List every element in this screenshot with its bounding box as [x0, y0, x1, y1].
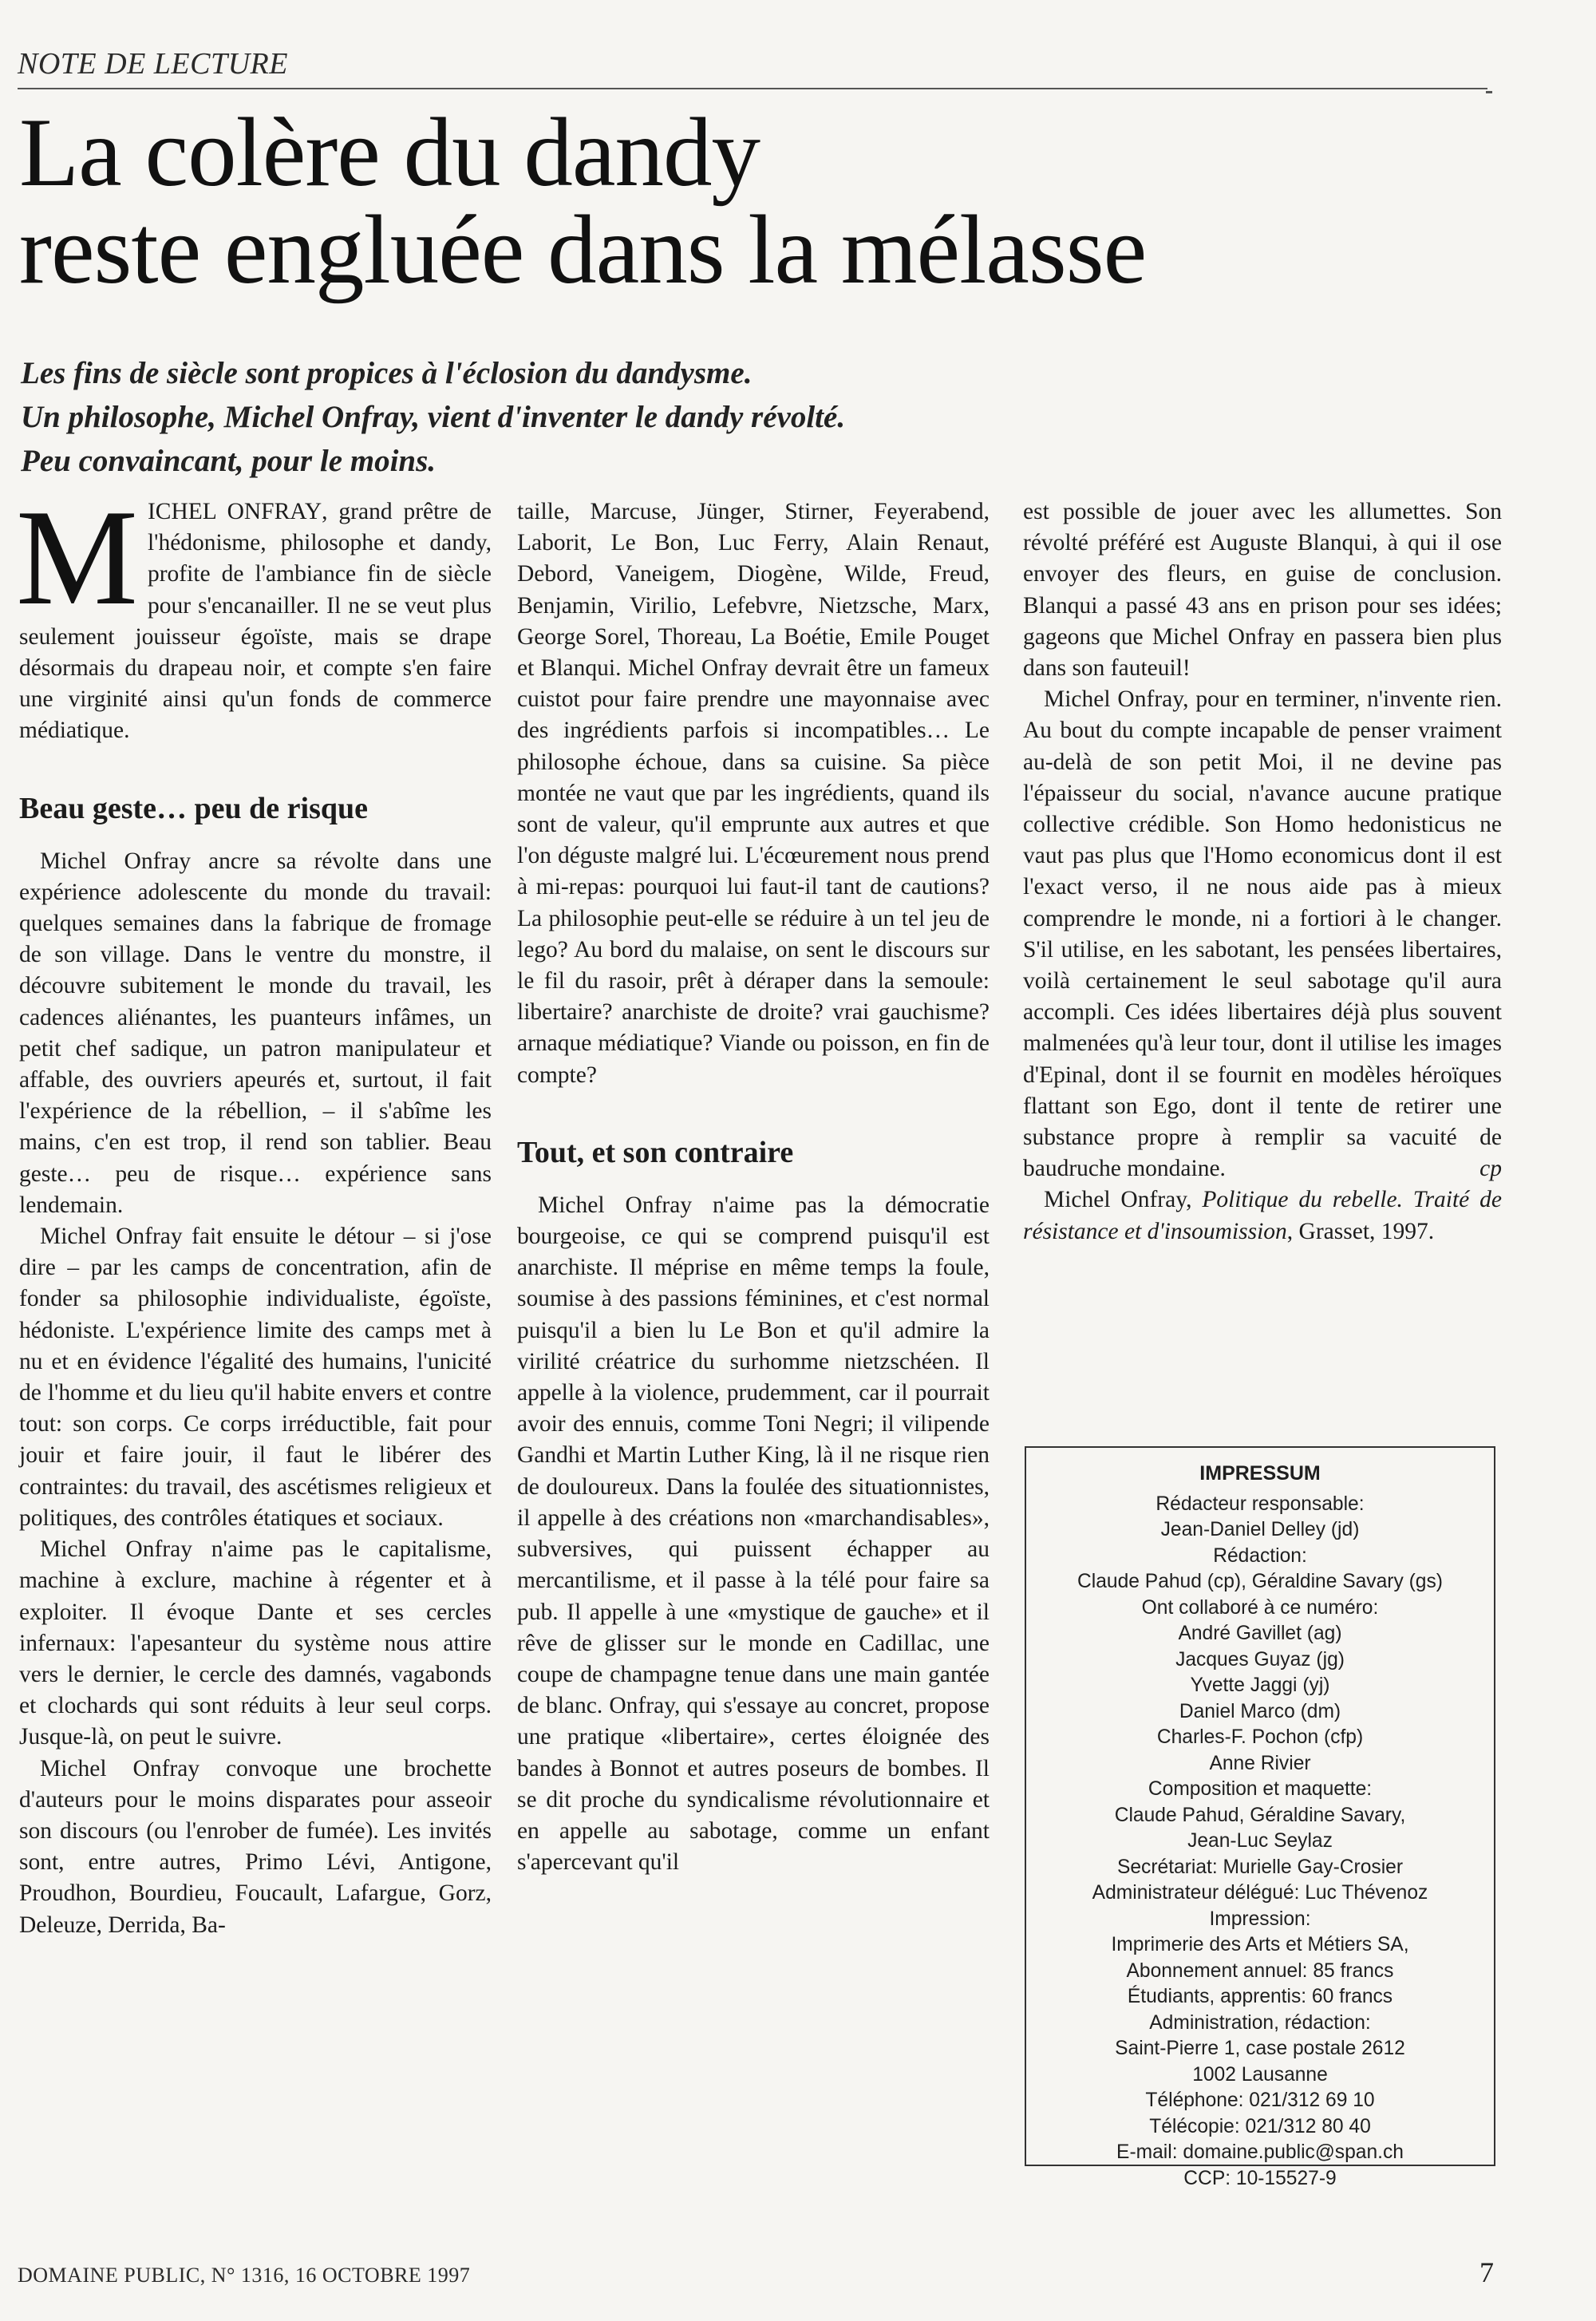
- impressum-line: Yvette Jaggi (yj): [1190, 1675, 1330, 1696]
- lead-text: , grand prêtre de l'hédonisme, philosophe et dandy, profite de l'ambiance fin de siècle pour s'encanailler. Il ne se veut plus seulement jouisseur égoïste, mais se drape désormais du drapeau noir, et compte s'en faire une virginité ainsi qu'un fonds de commerce médiatique.: [19, 499, 492, 744]
- article-deck: [21, 351, 1218, 483]
- impressum-line: Téléphone: 021/312 69 10: [1145, 2090, 1375, 2111]
- impressum-line: Administration, rédaction:: [1149, 2011, 1371, 2034]
- impressum-line: Saint-Pierre 1, case postale 2612: [1115, 2038, 1405, 2059]
- impressum-line: Étudiants, apprentis: 60 francs: [1127, 1986, 1393, 2007]
- impressum-title: IMPRESSUM: [1199, 1462, 1321, 1485]
- body-paragraph: Michel Onfray n'aime pas le capitalisme, machine à exclure, machine à régenter et à exploiter. Il évoque Dante et ses cercles infernaux: l'apesanteur du système nous attire vers le dernier, le cercle des damnés, vagabonds et clochards qui sont réduits à leur seul corps. Jusque-là, on peut le suivre.: [19, 1536, 492, 1750]
- book-title: Politique du rebelle. Traité de résistance et d'insoumission: [1023, 1187, 1502, 1244]
- lead-paragraph: [16, 482, 492, 747]
- body-paragraph-continued: taille, Marcuse, Jünger, Stirner, Feyerabend, Laborit, Le Bon, Luc Ferry, Alain Renaut, Debord, Vaneigem, Diogène, Wilde, Freud, Benjamin, Virilio, Lefebvre, Nietzsche, Marx, George Sorel, Thoreau, La Boétie, Emile Pouget et Blanqui. Michel Onfray devrait être un fameux cuistot pour faire prendre une mayonnaise avec des ingrédients parfois si incompatibles… Le philosophe échoue, dans sa cuisine. Sa pièce montée ne vaut que par les ingrédients, quand ils sont de valeur, qu'il emprunte aux autres et que l'on déguste malgré lui. L'écœurement nous prend à mi-repas: pourquoi lui faut-il tant de cautions? La philosophie peut-elle se réduire à un tel jeu de lego? Au bord du malaise, on sent le discours sur le fil du rasoir, prêt à déraper dans la semoule: libertaire? anarchiste de droite? vrai gauchisme? arnaque médiatique? Viande ou poisson, en fin de compte?: [517, 499, 990, 1088]
- impressum-line: Rédaction:: [1213, 1544, 1307, 1567]
- impressum-line: Télécopie: 021/312 80 40: [1149, 2115, 1371, 2137]
- rule-ornament: [1486, 91, 1492, 93]
- book-author: Michel Onfray,: [1044, 1187, 1203, 1213]
- article-column-3: [1023, 496, 1502, 1247]
- book-reference: [1023, 1184, 1502, 1247]
- impressum-line: Anne Rivier: [1209, 1752, 1311, 1774]
- impressum-line: Impression:: [1209, 1908, 1311, 1930]
- subhead-tout-et-son-contraire: Tout, et son contraire: [517, 1135, 794, 1169]
- impressum-line: Composition et maquette:: [1148, 1778, 1373, 1800]
- deck-line-3: Peu convaincant, pour le moins.: [21, 444, 437, 478]
- article-title: [19, 97, 1376, 304]
- impressum-line: Charles-F. Pochon (cfp): [1156, 1726, 1364, 1748]
- body-paragraph: Michel Onfray ancre sa révolte dans une expérience adolescente du monde du travail: quelques semaines dans la fabrique de fromage de son village. Dans le ventre du monstre, il découvre subitement le monde du travail, les cadences aliénantes, les puanteurs infâmes, un petit chef sadique, un patron manipulateur et affable, des ouvriers apeurés et, surtout, il fait l'expérience de la rébellion, – il s'abîme les mains, c'en est trop, il rend son tablier. Beau geste… peu de risque… expérience sans lendemain.: [19, 848, 492, 1218]
- impressum-line: Jacques Guyaz (jg): [1175, 1648, 1345, 1671]
- body-paragraph: Michel Onfray convoque une brochette d'auteurs pour le moins disparates pour asseoir son discours (ou l'enrober de fumée). Les invités sont, entre autres, Primo Lévi, Antigone, Proudhon, Bourdieu, Foucault, Lafargue, Gorz, Deleuze, Derrida, Ba-: [19, 1755, 492, 1938]
- impressum-line: Secrétariat: Murielle Gay-Crosier: [1116, 1856, 1404, 1878]
- article-column-1: [16, 482, 492, 1941]
- impressum-line: Jean-Luc Seylaz: [1187, 1830, 1333, 1852]
- header-rule: [18, 88, 1487, 89]
- impressum-line: Abonnement annuel: 85 francs: [1126, 1959, 1394, 1982]
- body-paragraph: Michel Onfray n'aime pas la démocratie bourgeoise, ce qui se comprend puisqu'il est anarchiste. Il méprise en même temps la foule, soumise à des passions féminines, et c'est normal puisqu'il a bien lu Le Bon et qu'il admire la virilité créatrice du surhomme nietzschéen. Il appelle à la violence, prudemment, car il pourrait avoir des ennuis, comme Toni Negri; il vilipende Gandhi et Martin Luther King, là il ne risque rien de douloureux. Dans la foulée des situationnistes, il appelle à des créations non «marchandisables», subversives, qui puissent échapper au mercantilisme, et il passe à la télé pour faire sa pub. Il appelle à une «mystique de gauche» et il rêve de glisser sur le monde en Cadillac, une coupe de champagne tenue dans une main gantée de blanc. Onfray, qui s'essaye au concret, propose une pratique «libertaire», certes éloignée des bandes à Bonnot et autres poseurs de bombes. Il se dit proche du syndicalisme révolutionnaire et en appelle au sabotage, comme un enfant s'apercevant qu'il: [517, 1192, 990, 1876]
- title-line-2: reste engluée dans la mélasse: [19, 195, 1147, 304]
- body-paragraph: Michel Onfray fait ensuite le détour – si j'ose dire – par les camps de concentration, afin de fonder sa philosophie individualiste, égoïste, hédoniste. L'expérience limite des camps met à nu et en évidence l'égalité des humains, l'unicité de l'homme et du lieu qu'il habite envers et contre tout: son corps. Ce corps irréductible, fait pour jouir et faire jouir, il faut le libérer des contraintes: du travail, des ascétismes religieux et politiques, des contrôles étatiques et sociaux.: [19, 1224, 492, 1531]
- body-paragraph-continued: est possible de jouer avec les allumettes. Son révolté préféré est Auguste Blanqui, à qui il ose envoyer des fleurs, en guise de conclusion. Blanqui a passé 43 ans en prison pour ses idées; gageons que Michel Onfray en passera bien plus dans son fauteuil!: [1023, 499, 1502, 682]
- impressum-line: Daniel Marco (dm): [1179, 1700, 1341, 1722]
- closing-paragraph: Michel Onfray, pour en terminer, n'invente rien. Au bout du compte incapable de penser vraiment au-delà de son petit Moi, il ne devine pas l'épaisseur du social, n'avance aucune pratique collective crédible. Son Homo hedonisticus ne vaut pas plus que l'Homo economicus dont il est l'exact verso, il ne nous aide pas à mieux comprendre le monde, ni a fortiori à le changer. S'il utilise, en les sabotant, les pensées libertaires, voilà certainement le seul sabotage qu'il aura accompli. Ces idées libertaires déjà plus souvent malmenées qu'à leur tour, dont il utilise les images d'Epinal, dont il se fournit en modèles héroïques flattant son Ego, dont il tente de retirer une substance propre à remplir sa vacuité de baudruche mondaine.: [1023, 686, 1502, 1182]
- impressum-line: Claude Pahud (cp), Géraldine Savary (gs): [1077, 1571, 1443, 1592]
- impressum-line: Claude Pahud, Géraldine Savary,: [1114, 1804, 1406, 1826]
- article-column-2: [517, 496, 990, 1878]
- book-publisher: , Grasset, 1997.: [1286, 1218, 1435, 1244]
- impressum-box: [1025, 1446, 1495, 2189]
- title-line-1: La colère du dandy: [19, 97, 760, 207]
- impressum-email[interactable]: E-mail: domaine.public@span.ch: [1116, 2141, 1404, 2163]
- lead-author-name: ICHEL ONFRAY: [147, 499, 322, 524]
- page-footer: DOMAINE PUBLIC, N° 1316, 16 OCTOBRE 1997: [18, 2264, 471, 2287]
- dropcap: M: [16, 482, 138, 634]
- subhead-beau-geste: Beau geste… peu de risque: [19, 791, 368, 825]
- impressum-line: Administrateur délégué: Luc Thévenoz: [1092, 1882, 1428, 1904]
- deck-line-1: Les fins de siècle sont propices à l'éclosion du dandysme.: [21, 356, 753, 390]
- impressum-line: Jean-Daniel Delley (jd): [1160, 1519, 1360, 1540]
- impressum-line: Ont collaboré à ce numéro:: [1141, 1596, 1379, 1619]
- body-paragraph: [1023, 684, 1502, 1184]
- section-label: NOTE DE LECTURE: [18, 47, 288, 81]
- impressum-line: Imprimerie des Arts et Métiers SA,: [1111, 1934, 1409, 1955]
- deck-line-2: Un philosophe, Michel Onfray, vient d'inventer le dandy révolté.: [21, 400, 846, 434]
- impressum-line: Rédacteur responsable:: [1156, 1493, 1365, 1515]
- impressum-line: 1002 Lausanne: [1192, 2063, 1328, 2086]
- page-number: 7: [1479, 2256, 1494, 2288]
- author-signature: cp: [1479, 1156, 1502, 1182]
- impressum-line: André Gavillet (ag): [1178, 1623, 1342, 1644]
- impressum-line: CCP: 10-15527-9: [1183, 2167, 1337, 2189]
